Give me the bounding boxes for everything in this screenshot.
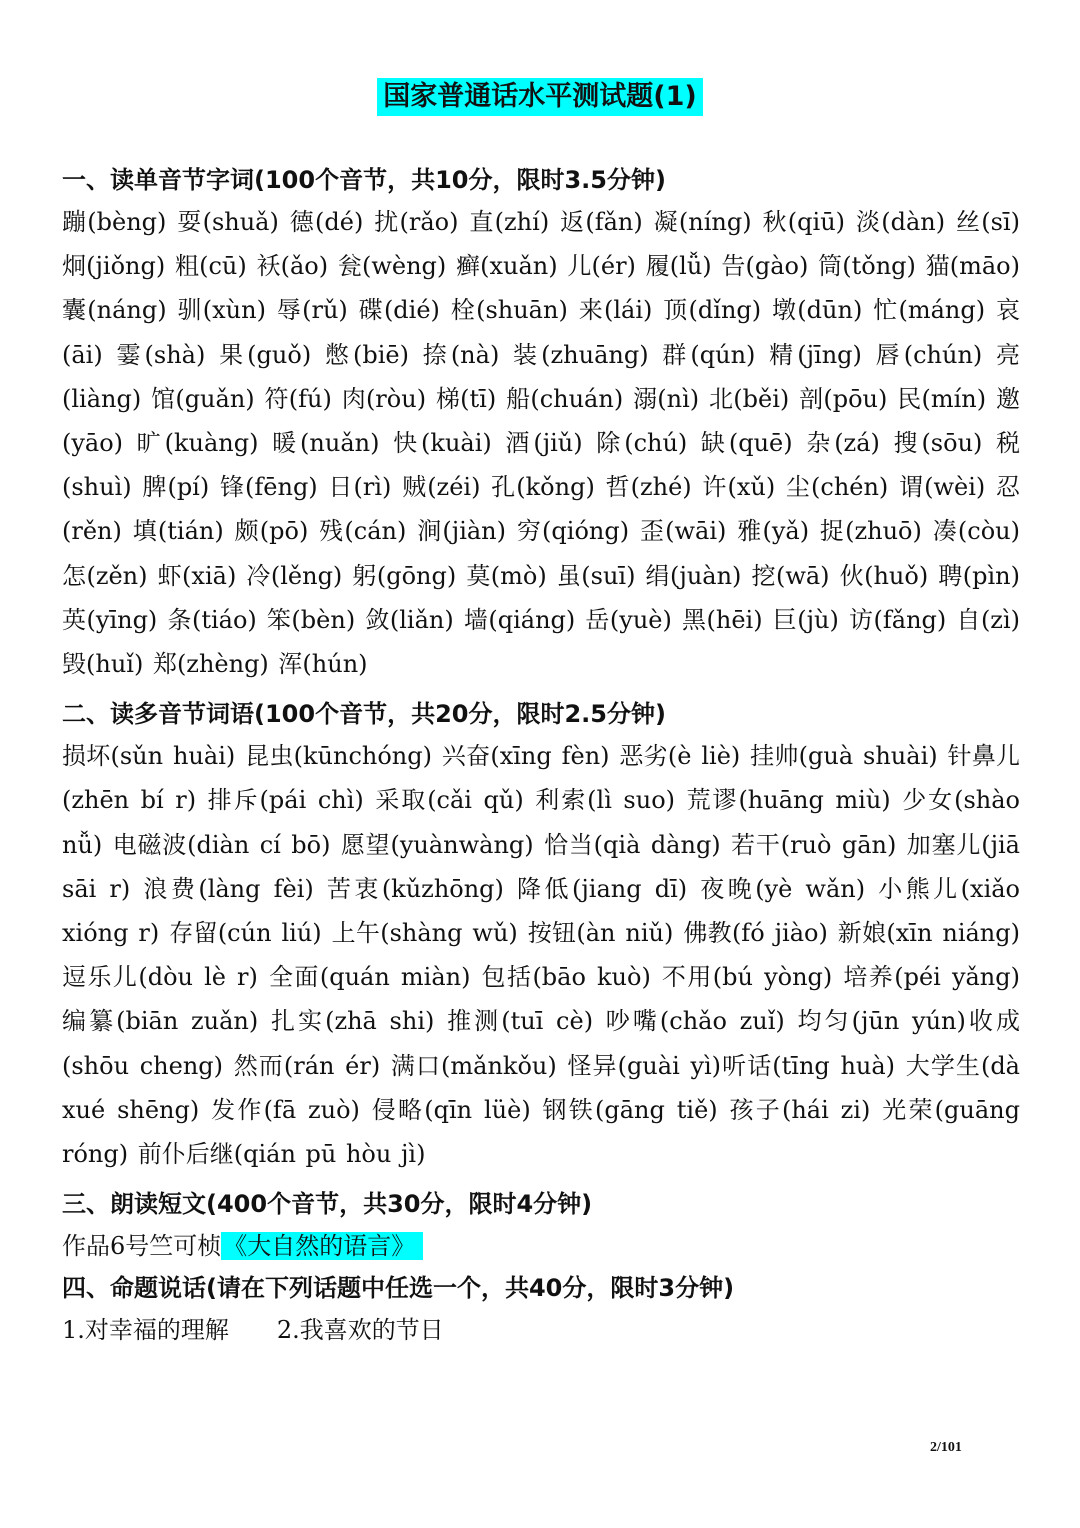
title-container: [0, 78, 1080, 116]
section4-heading: 四、命题说话(请在下列话题中任选一个，共40分，限时3分钟): [62, 1274, 735, 1303]
section1-words: 蹦(bèng) 耍(shuǎ) 德(dé) 扰(rǎo) 直(zhí) 返(fǎn) 凝(níng) 秋(qiū) 淡(dàn) 丝(sī) 炯(jiǒng) 粗(cū) 袄(ǎo) 瓮(wèng) 癣(xuǎn) 儿(ér) 履(lǚ) 告(gào) 筒(tǒng) 猫(māo) 囊(náng) 驯(xùn) 辱(rǔ) 碟(dié) 栓(shuān) 来(lái) 顶(dǐng) 墩(dūn) 忙(máng) 哀(āi) 霎(shà) 果(guǒ) 憋(biē) 捺(nà) 装(zhuāng) 群(qún) 精(jīng) 唇(chún) 亮(liàng) 馆(guǎn) 符(fú) 肉(ròu) 梯(tī) 船(chuán) 溺(nì) 北(běi) 剖(pōu) 民(mín) 邀(yāo) 旷(kuàng) 暖(nuǎn) 快(kuài) 酒(jiǔ) 除(chú) 缺(quē) 杂(zá) 搜(sōu) 税(shuì) 脾(pí) 锋(fēng) 日(rì) 贼(zéi) 孔(kǒng) 哲(zhé) 许(xǔ) 尘(chén) 谓(wèi) 忍(rěn) 填(tián) 颇(pō) 残(cán) 涧(jiàn) 穷(qióng) 歪(wāi) 雅(yǎ) 捉(zhuō) 凑(còu) 怎(zěn) 虾(xiā) 冷(lěng) 躬(gōng) 莫(mò) 虽(suī) 绢(juàn) 挖(wā) 伙(huǒ) 聘(pìn) 英(yīng) 条(tiáo) 笨(bèn) 敛(liǎn) 墙(qiáng) 岳(yuè) 黑(hēi) 巨(jù) 访(fǎng) 自(zì) 毁(huǐ) 郑(zhèng) 浑(hún): [62, 208, 1020, 679]
page-title: 国家普通话水平测试题(1): [377, 78, 702, 116]
topic-list: [62, 1308, 1020, 1352]
document-body: [62, 160, 1020, 1352]
reading-work-prefix: 作品6号竺可桢: [62, 1232, 222, 1261]
section3-heading: 三、朗读短文(400个音节，共30分，限时4分钟): [62, 1190, 593, 1219]
topic-item-2: 2.我喜欢的节日: [276, 1316, 444, 1345]
section2-heading: 二、读多音节词语(100个音节，共20分，限时2.5分钟): [62, 700, 666, 729]
reading-work: [62, 1224, 1020, 1268]
page-number: 2/101: [930, 1440, 962, 1455]
section1-heading: 一、读单音节字词(100个音节，共10分，限时3.5分钟): [62, 166, 666, 194]
section2-words: 损坏(sǔn huài) 昆虫(kūnchóng) 兴奋(xīng fèn) 恶劣(è liè) 挂帅(guà shuài) 针鼻儿(zhēn bí r) 排斥(pái chì) 采取(cǎi qǔ) 利索(lì suo) 荒谬(huāng miù) 少女(shào nǚ) 电磁波(diàn cí bō) 愿望(yuànwàng) 恰当(qià dàng) 若干(ruò gān) 加塞儿(jiā sāi r) 浪费(làng fèi) 苦衷(kǔzhōng) 降低(jiang dī) 夜晚(yè wǎn) 小熊儿(xiǎo xióng r) 存留(cún liú) 上午(shàng wǔ) 按钮(àn niǔ) 佛教(fó jiào) 新娘(xīn niáng) 逗乐儿(dòu lè r) 全面(quán miàn) 包括(bāo kuò) 不用(bú yòng) 培养(péi yǎng) 编纂(biān zuǎn) 扎实(zhā shi) 推测(tuī cè) 吵嘴(chǎo zuǐ) 均匀(jūn yún)收成(shōu cheng) 然而(rán ér) 满口(mǎnkǒu) 怪异(guài yì)听话(tīng huà) 大学生(dà xué shēng) 发作(fā zuò) 侵略(qīn lüè) 钢铁(gāng tiě) 孩子(hái zi) 光荣(guāng róng) 前仆后继(qián pū hòu jì): [62, 742, 1020, 1169]
reading-work-title: 《大自然的语言》: [221, 1232, 423, 1260]
topic-item-1: 1.对幸福的理解: [62, 1316, 229, 1345]
